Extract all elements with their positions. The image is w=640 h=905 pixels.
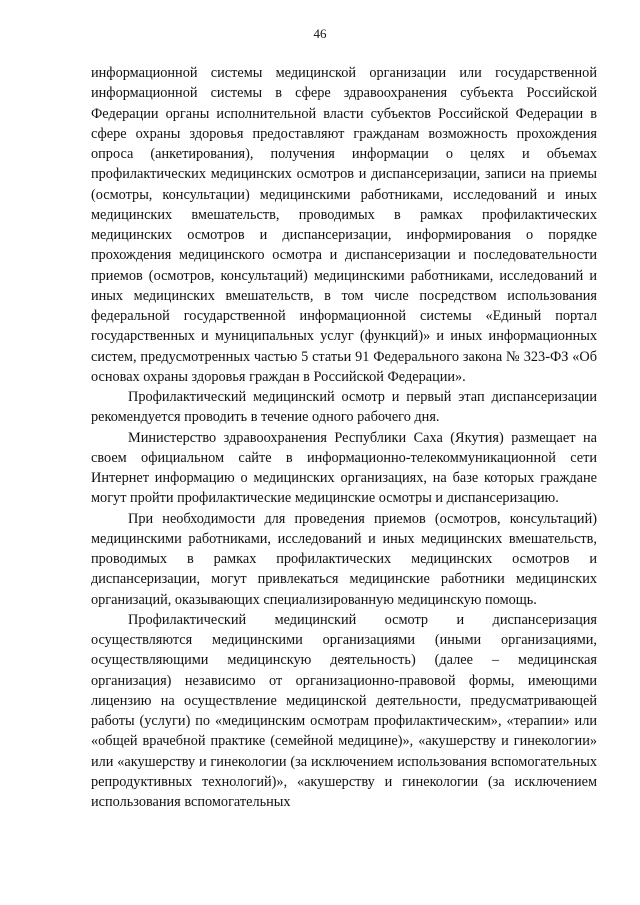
body-text xyxy=(91,63,597,812)
paragraph: Профилактический медицинский осмотр и диспансеризация осуществляются медицинскими организациями (иными организациями, осуществляющими медицинскую деятельность) (далее – медицинская организация) независимо от организационно-правовой формы, имеющими лицензию на осуществление медицинской деятельности, предусматривающей работы (услуги) по «медицинским осмотрам профилактическим», «терапии» или «общей врачебной практике (семейной медицине)», «акушерству и гинекологии» или «акушерству и гинекологии (за исключением использования вспомогательных репродуктивных технологий)», «акушерству и гинекологии (за исключением использования вспомогательных xyxy=(91,611,597,810)
paragraph: Министерство здравоохранения Республики Саха (Якутия) размещает на своем официальном сайте в информационно-телекоммуникационной сети Интернет информацию о медицинских организациях, на базе которых граждане могут пройти профилактические медицинские осмотры и диспансеризацию. xyxy=(91,429,597,507)
page-number: 46 xyxy=(313,26,327,41)
paragraph: Профилактический медицинский осмотр и первый этап диспансеризации рекомендуется проводить в течение одного рабочего дня. xyxy=(91,389,597,426)
paragraph: При необходимости для проведения приемов (осмотров, консультаций) медицинскими работниками, исследований и иных медицинских вмешательств, проводимых в рамках профилактических медицинских осмотров и диспансеризации, могут привлекаться медицинские работники медицинских организаций, оказывающих специализированную медицинскую помощь. xyxy=(91,510,597,608)
paragraph: информационной системы медицинской организации или государственной информационной системы в сфере здравоохранения субъекта Российской Федерации органы исполнительной власти субъектов Российской Федерации в сфере охраны здоровья предоставляют гражданам возможность прохождения опроса (анкетирования), получения информации о целях и объемах профилактических медицинских осмотров и диспансеризации, записи на приемы (осмотры, консультации) медицинскими работниками, исследований и иных медицинских вмешательств, проводимых в рамках профилактических медицинских осмотров и диспансеризации, информирования о порядке прохождения медицинского осмотра и диспансеризации и последовательности приемов (осмотров, консультаций) медицинскими работниками, исследований и иных медицинских вмешательств, в том числе посредством использования федеральной государственной информационной системы «Единый портал государственных и муниципальных услуг (функций)» и иных информационных систем, предусмотренных частью 5 статьи 91 Федерального закона № 323-ФЗ «Об основах охраны здоровья граждан в Российской Федерации». xyxy=(91,65,597,385)
